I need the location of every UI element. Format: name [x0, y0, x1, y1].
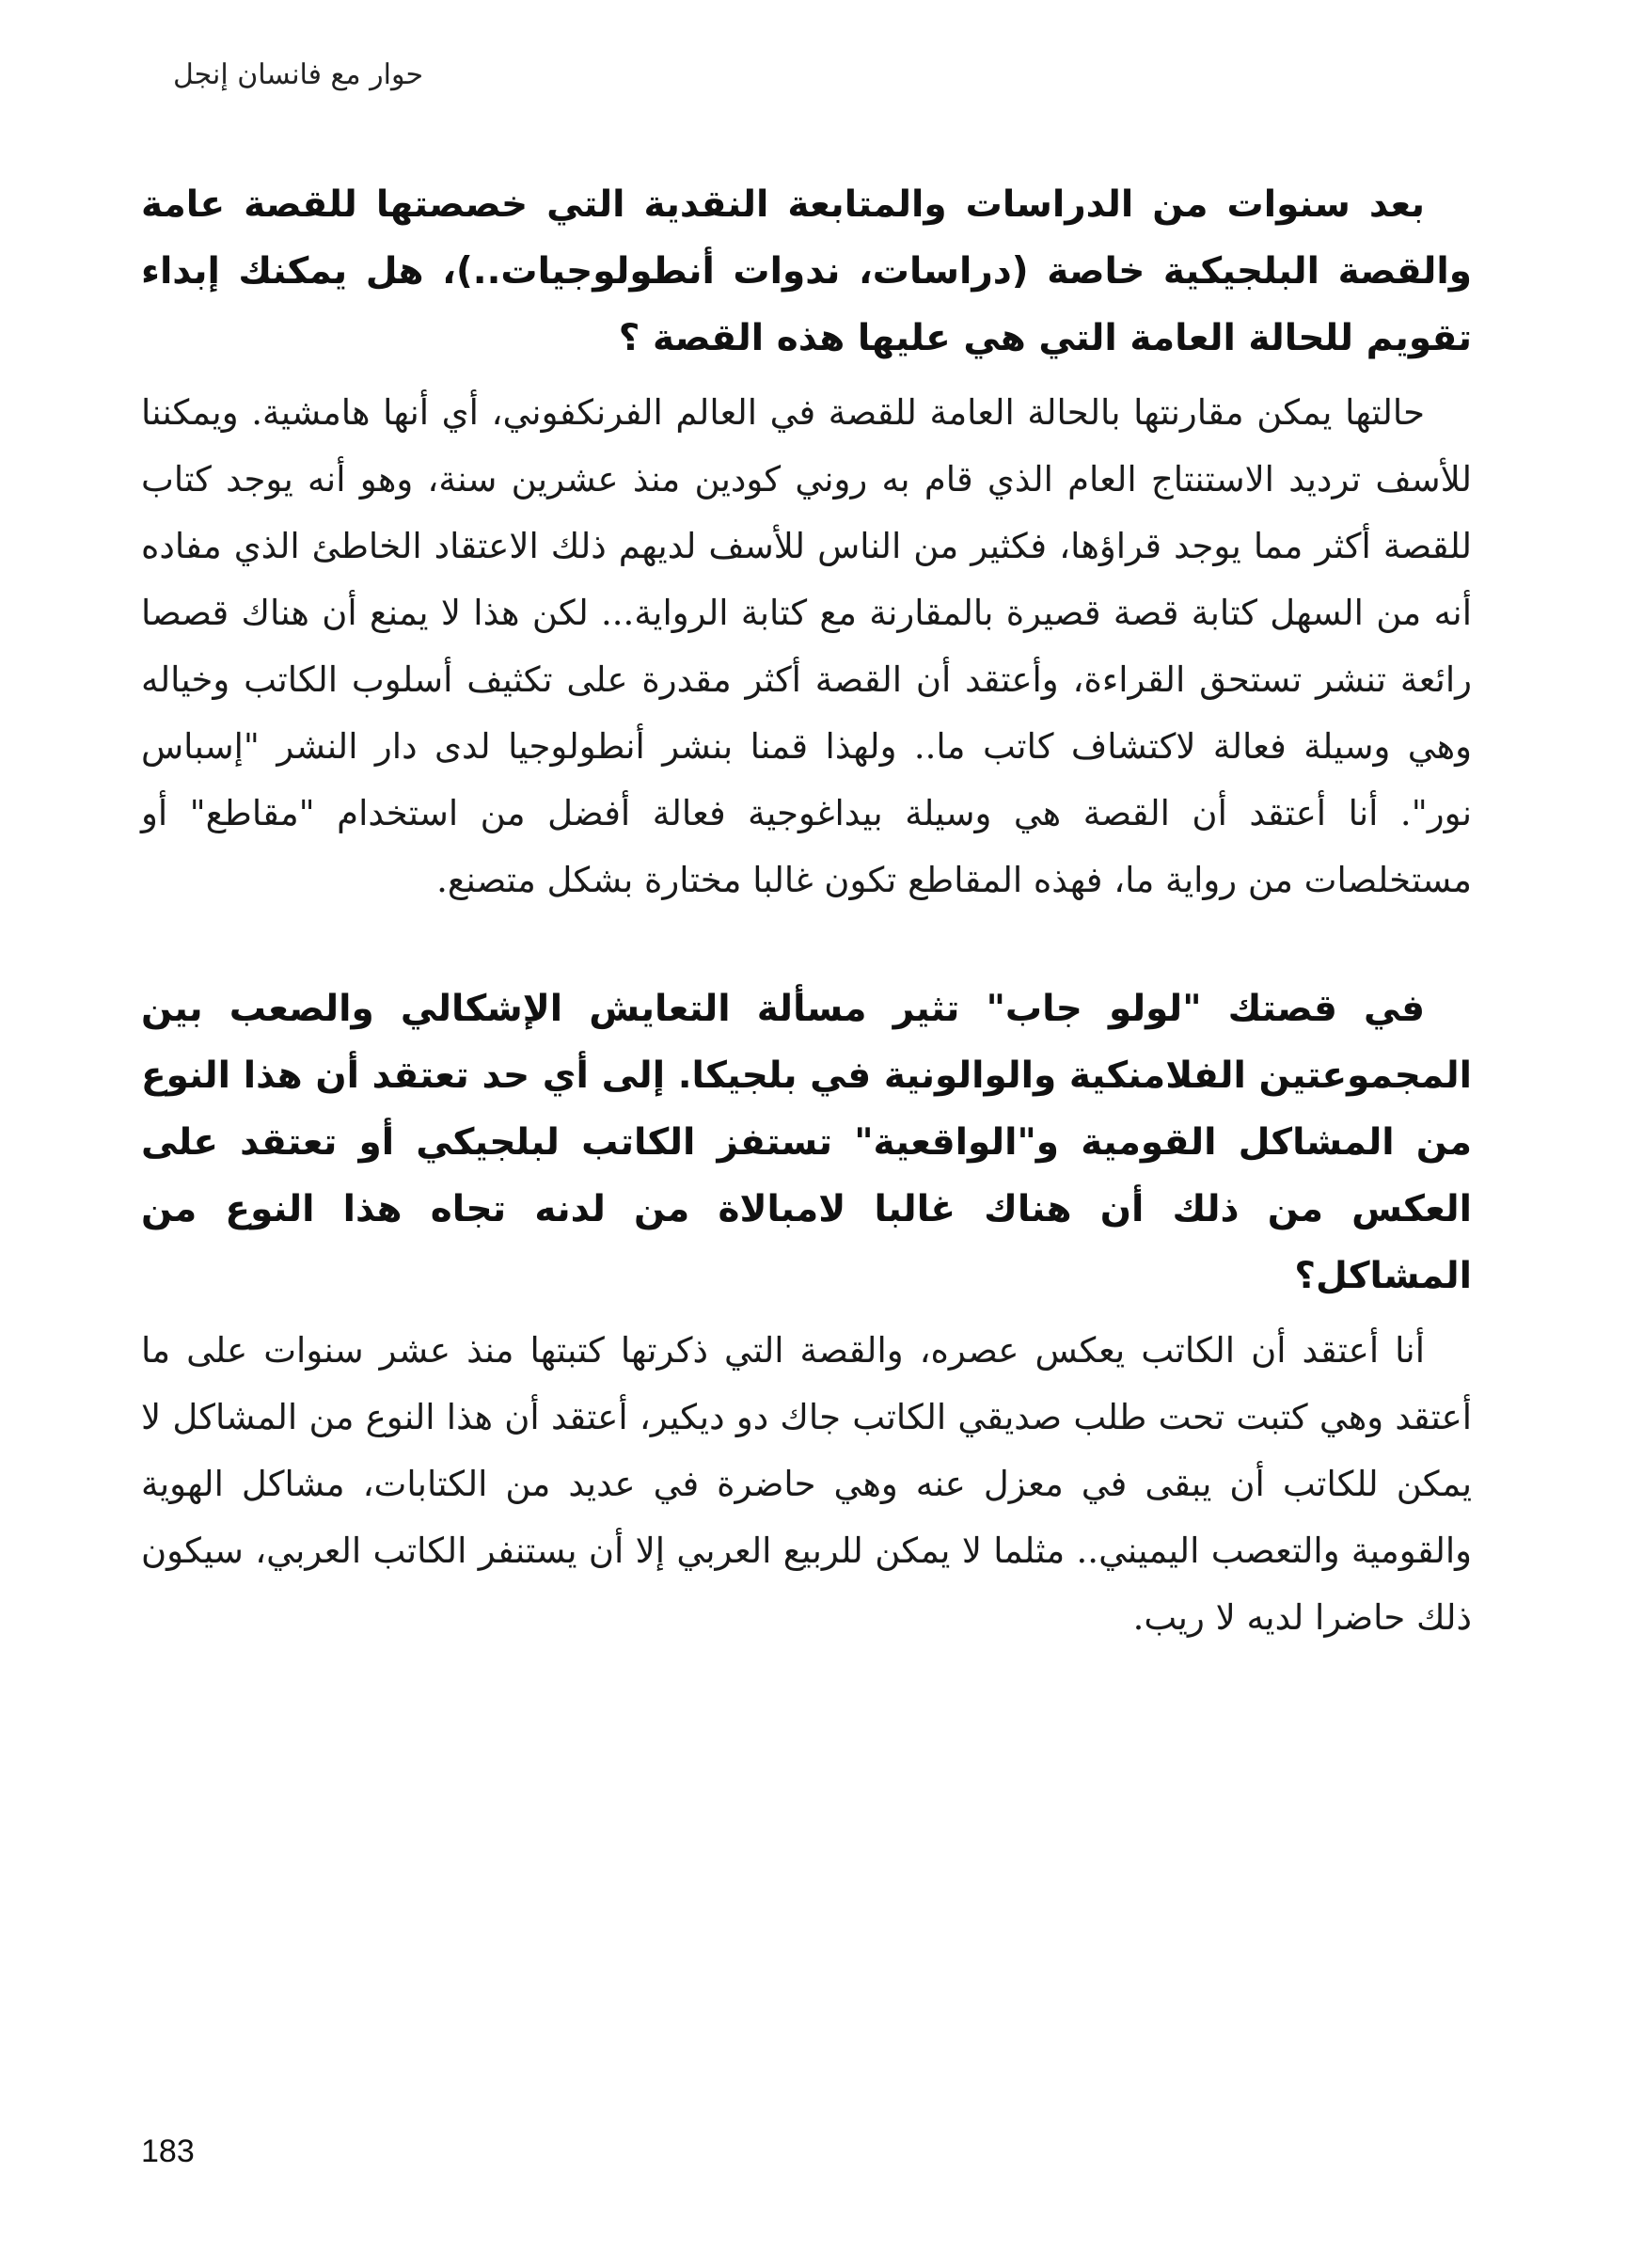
section-spacer: [141, 913, 1472, 975]
page-number: 183: [141, 2133, 195, 2169]
running-header: حوار مع فانسان إنجل: [172, 58, 423, 91]
interview-question-1: بعد سنوات من الدراسات والمتابعة النقدية التي خصصتها للقصة عامة والقصة البلجيكية خاصة (دراسات، ندوات أنطولوجيات..)، هل يمكنك إبداء تقويم للحالة العامة التي هي عليها هذه القصة ؟: [141, 183, 1472, 359]
interview-answer-2: أنا أعتقد أن الكاتب يعكس عصره، والقصة التي ذكرتها كتبتها منذ عشر سنوات على ما أعتقد وهي كتبت تحت طلب صديقي الكاتب جاك دو ديكير، أعتقد أن هذا النوع من المشاكل لا يمكن للكاتب أن يبقى في معزل عنه وهي حاضرة في عديد من الكتابات، مشاكل الهوية والقومية والتعصب اليميني.. مثلما لا يمكن للربيع العربي إلا أن يستنفر الكاتب العربي، سيكون ذلك حاضرا لديه لا ريب.: [141, 1330, 1472, 1638]
interview-answer-1: حالتها يمكن مقارنتها بالحالة العامة للقصة في العالم الفرنكفوني، أي أنها هامشية. ويمكننا للأسف ترديد الاستنتاج العام الذي قام به روني كودين منذ عشرين سنة، وهو أنه يوجد كتاب للقصة أكثر مما يوجد قراؤها، فكثير من الناس للأسف لديهم ذلك الاعتقاد الخاطئ الذي مفاده أنه من السهل كتابة قصة قصيرة بالمقارنة مع كتابة الرواية... لكن هذا لا يمنع أن هناك قصصا رائعة تنشر تستحق القراءة، وأعتقد أن القصة أكثر مقدرة على تكثيف أسلوب الكاتب وخياله وهي وسيلة فعالة لاكتشاف كاتب ما.. ولهذا قمنا بنشر أنطولوجيا لدى دار النشر "إسباس نور". أنا أعتقد أن القصة هي وسيلة بيداغوجية فعالة أفضل من استخدام "مقاطع" أو مستخلصات من رواية ما، فهذه المقاطع تكون غالبا مختارة بشكل متصنع.: [141, 392, 1472, 900]
interview-question-2: في قصتك "لولو جاب" تثير مسألة التعايش الإشكالي والصعب بين المجموعتين الفلامنكية والوالونية في بلجيكا. إلى أي حد تعتقد أن هذا النوع من المشاكل القومية و"الواقعية" تستفز الكاتب لبلجيكي أو تعتقد على العكس من ذلك أن هناك غالبا لامبالاة من لدنه تجاه هذا النوع من المشاكل؟: [141, 988, 1472, 1297]
page-body: [141, 171, 1472, 1651]
